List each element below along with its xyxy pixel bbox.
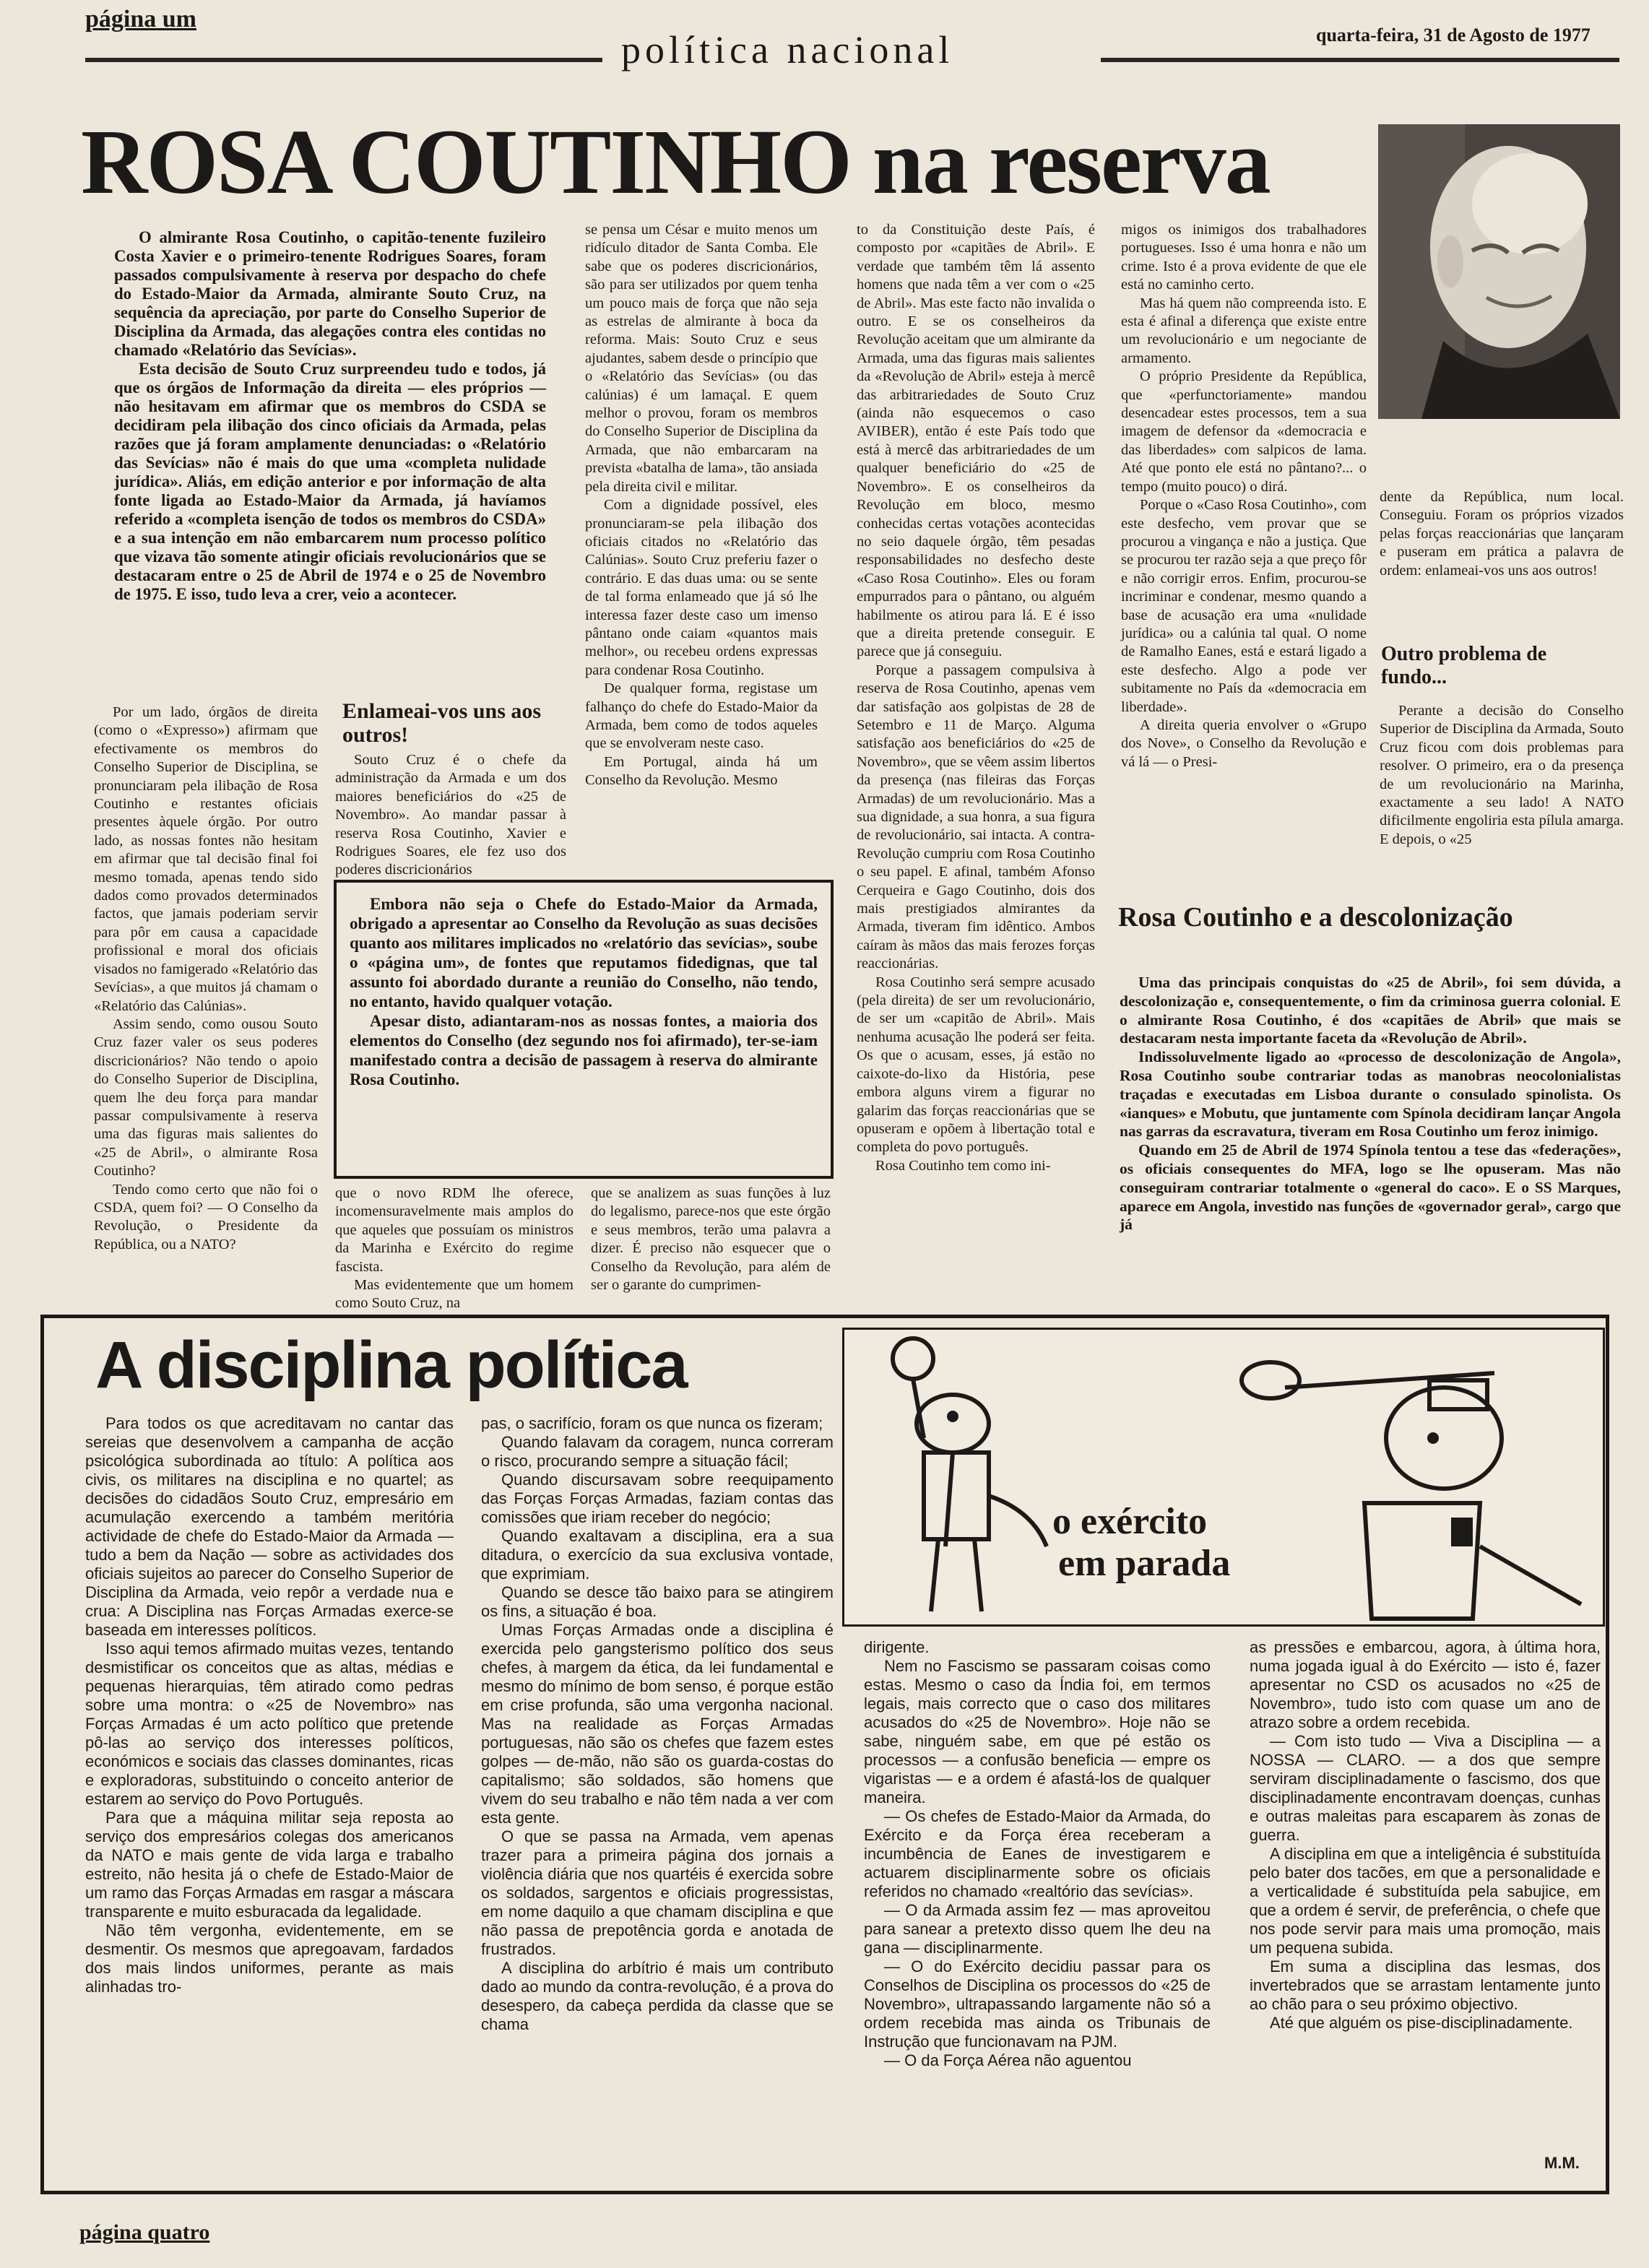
paragraph: Quando falavam da coragem, nunca correram o risco, procurando sempre a situação fácil; <box>481 1433 834 1470</box>
paragraph: Porque a passagem compulsiva à reserva de Rosa Coutinho, apenas vem dar satisfação aos golpistas de 28 de Setembro e 11 de Março. Alguma satisfação aos beneficiários do «25 de Novembro», que se vêem assim libertos da presença (nas fileiras das Forças Armadas) de um revolucionário. Mas a sua dignidade, a sua honra, a sua figura de revolucionário, sai intacta. A contra-Revolução cumpriu com Rosa Coutinho o seu papel. E afinal, também Afonso Cerqueira e Gago Coutinho, dois dos mais prestigiados almirantes da Armada, tiveram fim idêntico. Ambos caíram às mãos das mais ferozes forças reaccionárias. <box>857 662 1095 972</box>
paragraph: Souto Cruz é o chefe da administração da Armada e um dos maiores beneficiários do «25 de Novembro». Ao mandar passar à reserva Rosa Coutinho, Xavier e Rodrigues Soares, ele fez uso dos poderes discricionários <box>335 752 566 878</box>
disciplina-col-3 <box>864 1638 1211 2070</box>
section-name: política nacional <box>621 28 954 72</box>
paragraph: dirigente. <box>864 1638 930 1656</box>
author-signature: M.M. <box>1544 2154 1580 2172</box>
paragraph: dente da República, num local. Conseguiu. Foram os próprios vizados pelas forças reaccionárias que lançaram e puseram em prática a palavra de ordem: enlameai-vos uns aos outros! <box>1380 489 1624 579</box>
disciplina-col-4 <box>1250 1638 1601 2033</box>
lead-paragraph: Esta decisão de Souto Cruz surpreendeu tudo e todos, já que os órgãos de Informação da direita ― eles próprios ― não hesitavam em afirmar que os membros do CSDA se decidiram pela ilibação dos cinco oficiais da Armada, pelas razões que já foram amplamente denunciadas: o «Relatório das Sevícias» não é mais do que uma «completa nulidade jurídica». Aliás, em edição anterior e por informação de alta fonte ligada ao Estado-Maior da Armada, já havíamos referido a «completa isenção de todos os membros do CSDA» e a sua intenção em não embarcarem num processo político que vizava tão somente atingir oficiais revolucionários que se destacaram entre o 25 de Abril de 1974 e o 25 de Novembro de 1975. E isso, tudo leva a crer, veio a acontecer. <box>114 360 546 603</box>
paragraph: Indissoluvelmente ligado ao «processo de descolonização de Angola», Rosa Coutinho soube contrariar todas as manobras neocolonialistas traçadas e executadas em Lisboa durante o consulado spinolista. Os «ianques» e Mobutu, que juntamente com Spínola decidiram lançar Angola nas garras da escravatura, tiveram em Rosa Coutinho um feroz inimigo. <box>1120 1048 1621 1141</box>
paragraph: Não têm vergonha, evidentemente, em se desmentir. Os mesmos que apregoavam, fardados dos mais lindos uniformes, perante as mais alinhadas tro- <box>85 1921 454 1996</box>
paragraph: Quando discursavam sobre reequipamento das Forças Forças Armadas, faziam contas das comissões que iriam receber do negócio; <box>481 1471 834 1526</box>
page-footer: página quatro <box>79 2220 210 2244</box>
paragraph: Para que a máquina militar seja reposta ao serviço dos empresários colegas dos americanos da NATO e mais gente de vida larga e trabalho estreito, não hesita já o chefe de Estado-Maior de um ramo das Forças Armadas em rasgar a máscara transparente e muito esburacada da legalidade. <box>85 1809 454 1921</box>
callout-box <box>334 880 834 1179</box>
paragraph: Nem no Fascismo se passaram coisas como estas. Mesmo o caso da Índia foi, em termos legais, mais correcto que o caso dos militares acusados do «25 de Novembro». Hoje não se sabe, ninguém sabe, em que pé estão os processos ― a confusão beneficia ― empre os vigaristas ― e a ordem é afastá-los de qualquer maneira. <box>864 1657 1211 1806</box>
paragraph: A disciplina em que a inteligência é substituída pelo bater dos tacões, em que a personalidade e a verticalidade é substituída pela sabujice, em que a ordem é servir, de preferência, o chefe que nos pode servir para mais uma promoção, mais um pequena subida. <box>1250 1845 1601 1957</box>
paragraph: Quando em 25 de Abril de 1974 Spínola tentou a tese das «federações», os oficiais consequentes do MFA, logo se lhe opuseram. Mas não conseguiram contrariar totalmente o «general do caco». E o SS Marques, aparece em Angola, investido nas funções de «governador geral», cargo que já <box>1120 1141 1621 1234</box>
paragraph: migos os inimigos dos trabalhadores portugueses. Isso é uma honra e não um crime. Isto é a prova evidente de que ele está no caminho certo. <box>1121 222 1367 293</box>
paragraph: as pressões e embarcou, agora, à última hora, numa jogada igual à do Exército ― isto é, fazer apresentar no CSD os acusados no «25 de Novembro», tudo isto com quase um ano de atrazo sobre a ordem recebida. <box>1250 1638 1601 1731</box>
paragraph: Até que alguém os pise-disciplinadamente. <box>1270 2014 1573 2032</box>
paragraph: Quando se desce tão baixo para se atingirem os fins, a situação é boa. <box>481 1583 834 1620</box>
paragraph: Tendo como certo que não foi o CSDA, quem foi? ― O Conselho da Revolução, o Presidente da República, ou a NATO? <box>94 1181 318 1252</box>
paragraph: Isso aqui temos afirmado muitas vezes, tentando desmistificar os conceitos que as altas, médias e pequenas hierarquias, têm atirado como pedras sobre uma montra: o «25 de Novembro» nas Forças Armadas é um acto político que pretende pô-las ao serviço dos interesses políticos, económicos e sociais das classes dominantes, ricas e exploradoras, substituindo o conceito anterior de estarem ao serviço do Povo Português. <box>85 1640 454 1808</box>
paragraph: ― Os chefes de Estado-Maior da Armada, do Exército e da Força érea receberam a incumbência de Eanes de investigarem e actuarem disciplinarmente sobre os oficiais referidos no chamado «realtório das sevícias». <box>864 1807 1211 1900</box>
paragraph: Assim sendo, como ousou Souto Cruz fazer valer os seus poderes discricionários? Não tendo o apoio do Conselho Superior de Disciplina, quem lhe deu força para mandar passar compulsivamente à reserva uma das figuras mais salientes do «25 de Abril», o almirante Rosa Coutinho? <box>94 1016 318 1180</box>
paragraph: O que se passa na Armada, vem apenas trazer para a primeira página dos jornais a violência diária que nos quartéis é exercida sobre os soldados, sargentos e oficiais progressistas, em nome daquilo a que chamam disciplina e que não passa de prepotência gorda e anotada de frustrados. <box>481 1827 834 1958</box>
paragraph: A disciplina do arbítrio é mais um contributo dado ao mundo da contra-revolução, é a prova do desespero, da cabeça perdida da classe que se chama <box>481 1959 834 2033</box>
callout-paragraph: Embora não seja o Chefe do Estado-Maior da Armada, obrigado a apresentar ao Conselho da Revolução as suas decisões quanto aos militares implicados no «relatório das sevícias», soube o «página um», de fontes que reputamos fidedignas, que tal assunto foi abordado durante a reunião do Conselho, não tendo, no entanto, havido qualquer votação. <box>350 895 818 1010</box>
portrait-photo <box>1378 124 1620 419</box>
paragraph: to da Constituição deste País, é composto por «capitães de Abril». E verdade que também têm lá assento homens que nada têm a ver com o «25 de Abril». Mas este facto não invalida o outro. E se os conselheiros da Revolução aceitam que um almirante da Armada, uma das figuras mais salientes da «Revolução de Abril» esteja à mercê das arbitrariedades de Souto Cruz (ainda não esquecemos o caso AVIBER), então é este País todo que está à mercê das arbitrariedades de um qualquer beneficiário do «25 de Novembro». E os conselheiros da Revolução em bloco, mesmo conhecidas certas votações acontecidas no seio daquele órgão, têm pesadas responsabilidades no desfecho deste «Caso Rosa Coutinho». Eles ou foram empurrados para o pântano, ou alguém habilmente os atirou para lá. E é isso que a direita pretende conseguir. E parece que já conseguiu. <box>857 222 1095 660</box>
column-1-body <box>94 704 318 1254</box>
column-2-body <box>585 221 818 790</box>
lead-paragraph: O almirante Rosa Coutinho, o capitão-tenente fuzileiro Costa Xavier e o primeiro-tenente Rodrigues Soares, foram passados compulsivamente à reserva por despacho do chefe do Estado-Maior da Armada, almirante Souto Cruz, na sequência da apreciação, por parte do Conselho Superior de Disciplina da Armada, das alegações contra eles contidas no chamado «Relatório das Sevícias». <box>114 228 546 359</box>
paragraph: Para todos os que acreditavam no cantar das sereias que desenvolvem a campanha de acção psicológica subordinada ao título: A política aos civis, os militares na disciplina e no quartel; as decisões do cidadãos Souto Cruz, empresário em acumulação exercendo a também meritória actividade de chefe do Estado-Maior da Armada ― tudo a bem da Nação ― sobre as actividades dos oficiais sujeitos ao parecer do Conselho Superior de Disciplina da Armada, veio repôr a verdade nua e crua: A Disciplina nas Forças Armadas exerce-se baseada em interesses políticos. <box>85 1414 454 1639</box>
section-rule-left <box>85 58 602 62</box>
paragraph: De qualquer forma, registase um falhanço do chefe do Estado-Maior da Armada, bem como de todos aqueles que se envolveram neste caso. <box>585 680 818 752</box>
paragraph: Perante a decisão do Conselho Superior de Disciplina da Armada, Souto Cruz ficou com dois problemas para resolver. O primeiro, era o da presença de um revolucionário na Marinha, exactamente a seu lado! A NATO dificilmente engoliria esta pílula amarga. E depois, o «25 <box>1380 703 1624 847</box>
paragraph: ― O da Armada assim fez ― mas aproveitou para sanear a pretexto disso quem lhe deu na gana ― disciplinarmente. <box>864 1901 1211 1957</box>
disciplina-col-1 <box>85 1414 454 1996</box>
descolonizacao-body <box>1120 974 1621 1234</box>
subhead-descolonizacao: Rosa Coutinho e a descolonização <box>1118 902 1513 932</box>
subhead-enlameai: Enlameai-vos uns aos outros! <box>342 699 542 747</box>
paragraph: pas, o sacrifício, foram os que nunca os fizeram; <box>481 1414 823 1432</box>
column-3-body <box>857 221 1095 1175</box>
disciplina-col-2 <box>481 1414 834 2034</box>
paragraph: A direita queria envolver o «Grupo dos Nove», o Conselho da Revolução e vá lá ― o Presi- <box>1121 717 1367 770</box>
masthead-left: página um <box>85 6 196 33</box>
column-2-bottom <box>335 1185 574 1313</box>
paragraph: Em Portugal, ainda há um Conselho da Revolução. Mesmo <box>585 753 818 789</box>
disciplina-title: A disciplina política <box>95 1328 687 1402</box>
paragraph: Com a dignidade possível, eles pronunciaram-se pela ilibação dos oficiais citados no «Relatório das Calúnias». Souto Cruz preferiu fazer o contrário. E das duas uma: ou se sente de tal forma enlameado que já só lhe interessa fazer deste caso um imenso pântano onde caiam «quantos mais melhor», ou recebeu ordens expressas para condenar Rosa Coutinho. <box>585 497 818 678</box>
paragraph: Mas há quem não compreenda isto. E esta é afinal a diferença que existe entre um revolucionário e um negociante de armamento. <box>1121 295 1367 366</box>
paragraph: Uma das principais conquistas do «25 de Abril», foi sem dúvida, a descolonização e, consequentemente, o fim da criminosa guerra colonial. E o almirante Rosa Coutinho, é dos «capitães de Abril» que mais se destacaram nesta importante faceta da «Revolução de Abril». <box>1120 974 1621 1047</box>
paragraph: Umas Forças Armadas onde a disciplina é exercida pelo gangsterismo político dos seus chefes, à margem da ética, da lei fundamental e mesmo do mínimo de bom senso, é porque estão em crise profunda, são uma vergonha nacional. Mas na realidade as Forças Armadas portuguesas, não são os chefes que fazem estes golpes ― de-mão, não são os guarda-costas do capitalismo; são soldados, são homens que vivem do seu trabalho e não têm nada a ver com esta gente. <box>481 1621 834 1827</box>
paragraph: Rosa Coutinho será sempre acusado (pela direita) de ser um revolucionário, de ser um «capitão de Abril». Mais nenhuma acusação lhe poderá ser feita. Os que o acusam, esses, já estão no caixote-do-lixo da História, pese embora alguns virem a figurar no galarim das forças reaccionárias que se opuseram e opõem à libertação total e completa do povo português. <box>857 974 1095 1156</box>
paragraph: O próprio Presidente da República, que «perfunctoriamente» mandou desencadear estes processos, tem a sua imagem de defensor da «democracia e das liberdades» com salpicos de lama. Até que ponto ele está no pântano?... o tempo (muito pouco) o dirá. <box>1121 368 1367 495</box>
paragraph: ― Com isto tudo ― Viva a Disciplina ― a NOSSA ― CLARO. ― a dos que sempre serviram disciplinadamente o fascismo, dos que disciplinadamente encontravam doenças, cunhas e outras maleitas para escaparem às zonas de guerra. <box>1250 1732 1601 1844</box>
column-5-body <box>1380 488 1624 580</box>
paragraph: Mas evidentemente que um homem como Souto Cruz, na <box>335 1277 574 1312</box>
column-3-bottom <box>591 1185 831 1294</box>
paragraph: se pensa um César e muito menos um ridículo ditador de Santa Comba. Ele sabe que os poderes discricionários, são para ser utilizados por quem tenha um pouco mais de força que não seja as estrelas de almirante à boca da reforma. Mais: Souto Cruz e seus ajudantes, sabem desde o princípio que o «Relatório das Sevícias» (ou das calúnias) é um lamaçal. E quem melhor o provou, foram os membros do Conselho Superior de Disciplina da Armada, que não embarcaram na prevista «batalha de lama», tão ansiada pela direita civil e militar. <box>585 222 818 495</box>
cartoon-caption-line-2: em parada <box>1058 1543 1231 1584</box>
paragraph: Rosa Coutinho tem como ini- <box>875 1157 1051 1174</box>
section-rule-right <box>1101 58 1619 62</box>
paragraph: que o novo RDM lhe oferece, incomensuravelmente mais amplos do que aqueles que possuíam os ministros da Marinha e Exército do regime fascista. <box>335 1185 574 1275</box>
paragraph: que se analizem as suas funções à luz do legalismo, parece-nos que este órgão e seus membros, terão uma palavra a dizer. É preciso não esquecer que o Conselho da Revolução, para além de ser o garante do cumprimen- <box>591 1185 831 1294</box>
issue-date: quarta-feira, 31 de Agosto de 1977 <box>1316 25 1590 46</box>
paragraph: ― O do Exército decidiu passar para os Conselhos de Disciplina os processos do «25 de Novembro», ultrapassando largamente não só a ordem recebida mas ainda os Tribunais de Instrução que funcionavam na PJM. <box>864 1957 1211 2051</box>
cartoon-exercito-em-parada <box>842 1328 1605 1627</box>
paragraph: Quando exaltavam a disciplina, era a sua ditadura, o exercício da sua exclusiva vontade, que exprimiam. <box>481 1527 834 1583</box>
paragraph: Por um lado, órgãos de direita (como o «Expresso») afirmam que efectivamente os membros do Conselho Superior de Disciplina, se pronunciaram pela ilibação de Rosa Coutinho e restantes oficiais presentes àquele órgão. Por outro lado, as nossas fontes não hesitam em afirmar que tal decisão final foi mesmo tomada, apenas tendo sido dados como provados determinados factos, que jamais poderiam servir para pôr em causa a capacidade profissional e moral dos oficiais visados no famigerado «Relatório das Sevícias», a que muitos já chamam o «Relatório das Calúnias». <box>94 704 318 1014</box>
paragraph: ― O da Força Aérea não aguentou <box>884 2051 1132 2069</box>
callout-paragraph: Apesar disto, adiantaram-nos as nossas fontes, a maioria dos elementos do Conselho (dez segundo nos foi afirmado), ter-se-iam manifestado contra a decisão de passagem à reserva do almirante Rosa Coutinho. <box>350 1012 818 1088</box>
column-enlameai-body <box>335 751 566 880</box>
paragraph: Porque o «Caso Rosa Coutinho», com este desfecho, vem provar que se procurou a vingança e não a justiça. Que se procurou ter razão seja a que preço fôr e não corrigir erros. Enfim, procurou-se incriminar e condenar, mesmo quando a base de acusação era uma «nulidade jurídica» ou a calúnia tal qual. O nome de Ramalho Eanes, está e estará ligado a este desfecho. Algo a pode ver subitamente no País da «democracia em liberdade». <box>1121 497 1367 715</box>
headline: ROSA COUTINHO na reserva <box>81 111 1270 213</box>
paragraph: Em suma a disciplina das lesmas, dos invertebrados que se arrastam lentamente junto ao chão para o seu próximo objectivo. <box>1250 1957 1601 2013</box>
lead-paragraphs <box>114 228 546 604</box>
column-5b-body <box>1380 702 1624 849</box>
column-4-body <box>1121 221 1367 771</box>
cartoon-caption-line-1: o exército <box>1052 1501 1208 1542</box>
subhead-outro-problema: Outro problema de fundo... <box>1381 643 1547 688</box>
